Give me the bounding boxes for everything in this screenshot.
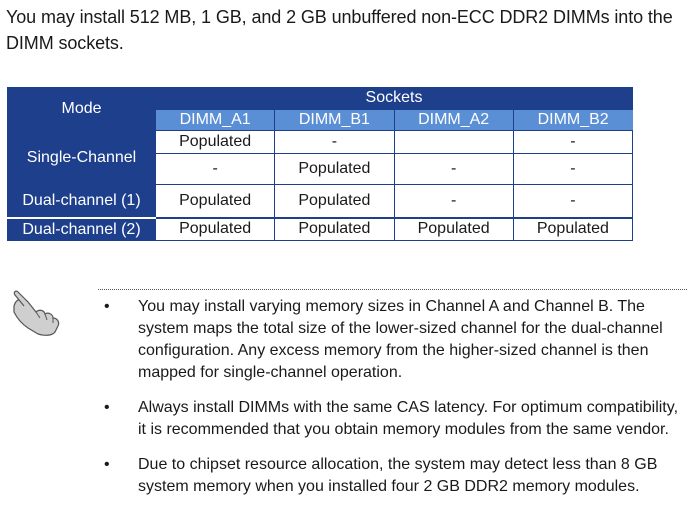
table-cell: - (513, 185, 632, 218)
table-cell (394, 131, 513, 154)
table-cell: Populated (275, 154, 394, 185)
mode-header: Mode (8, 88, 156, 131)
table-row (8, 218, 633, 241)
bullet: • (104, 399, 110, 416)
column-header-dimm-b1: DIMM_B1 (275, 109, 394, 131)
sockets-header: Sockets (156, 88, 633, 110)
table-cell: - (394, 154, 513, 185)
table-cell: - (394, 185, 513, 218)
table-row (8, 185, 633, 218)
note-text: Always install DIMMs with the same CAS latency. For optimum compatibility, it is recommended that you obtain memory modules from the same vendor. (138, 399, 679, 438)
notes-list (98, 296, 687, 511)
table-cell: Populated (156, 131, 275, 154)
table-cell: Populated (156, 218, 275, 241)
column-header-dimm-a1: DIMM_A1 (156, 109, 275, 131)
bullet: • (104, 456, 110, 473)
list-item (98, 397, 687, 441)
table-cell: - (156, 154, 275, 185)
divider (98, 289, 687, 290)
table-cell: Populated (513, 218, 632, 241)
table-cell: Populated (156, 185, 275, 218)
note-text: You may install varying memory sizes in Channel A and Channel B. The system maps the total size of the lower-sized channel for the dual-channel configuration. Any excess memory from the higher-sized channel is then mapped for single-channel operation. (138, 298, 663, 381)
intro-text: You may install 512 MB, 1 GB, and 2 GB unbuffered non-ECC DDR2 DIMMs into the DIMM sockets. (6, 7, 673, 53)
bullet: • (104, 298, 110, 315)
column-header-dimm-a2: DIMM_A2 (394, 109, 513, 131)
mode-cell: Single-Channel (8, 131, 156, 185)
list-item (98, 296, 687, 384)
table-cell: - (275, 131, 394, 154)
note-text: Due to chipset resource allocation, the system may detect less than 8 GB system memory when you installed four 2 GB DDR2 memory modules. (138, 456, 658, 495)
memory-config-table (7, 87, 633, 241)
table-cell: - (513, 154, 632, 185)
table-cell: - (513, 131, 632, 154)
list-item (98, 454, 687, 498)
mode-cell: Dual-channel (2) (8, 218, 156, 241)
table-cell: Populated (275, 185, 394, 218)
pointing-hand-icon (8, 288, 66, 338)
table-cell: Populated (275, 218, 394, 241)
table-cell: Populated (394, 218, 513, 241)
mode-cell: Dual-channel (1) (8, 185, 156, 218)
column-header-dimm-b2: DIMM_B2 (513, 109, 632, 131)
table-row (8, 131, 633, 154)
